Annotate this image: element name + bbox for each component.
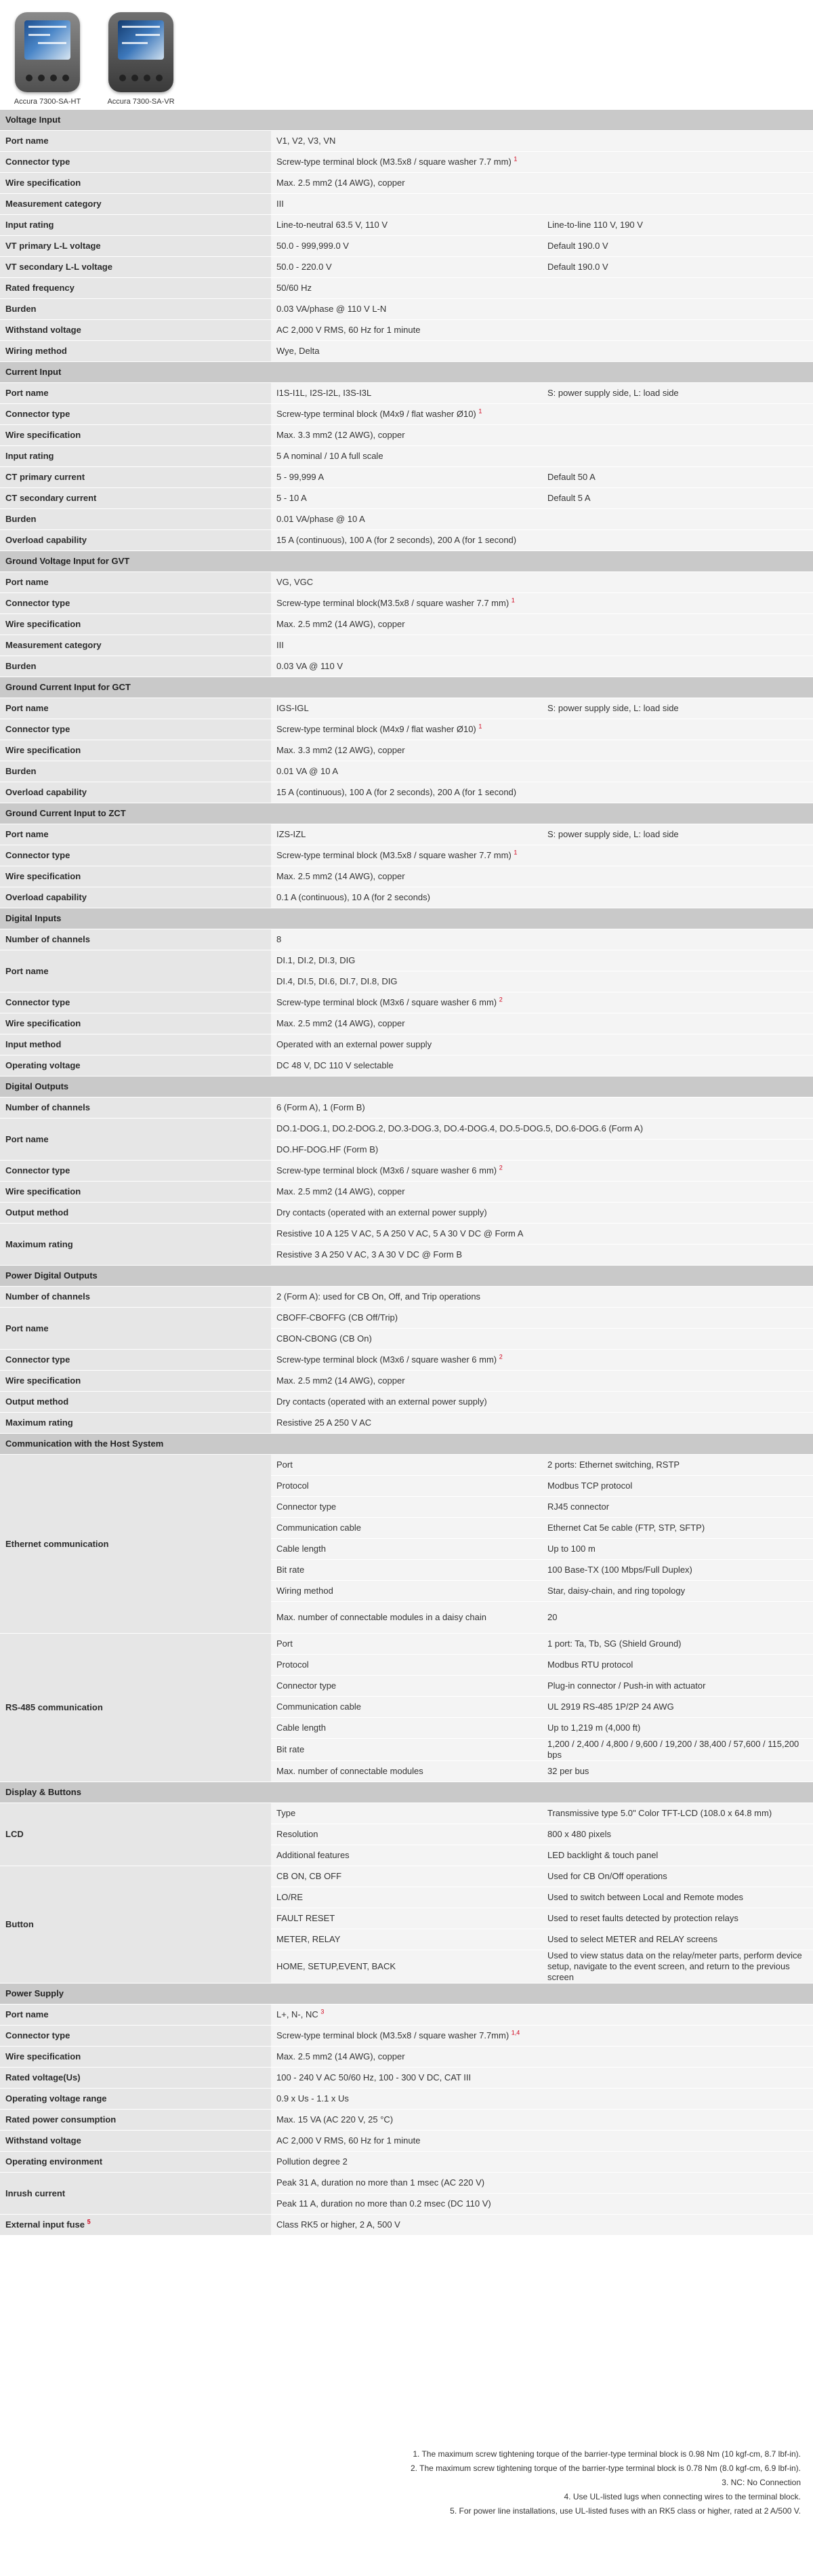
- spec-value: 50/60 Hz: [271, 278, 813, 299]
- spec-value: RJ45 connector: [542, 1497, 813, 1518]
- spec-row: [0, 614, 813, 635]
- spec-row: [0, 719, 813, 740]
- spec-value: Default 190.0 V: [542, 257, 813, 278]
- spec-value: Used for CB On/Off operations: [542, 1866, 813, 1887]
- spec-label: Port name: [0, 2005, 271, 2026]
- spec-sublabel: Protocol: [271, 1476, 542, 1497]
- spec-value: Used to select METER and RELAY screens: [542, 1929, 813, 1950]
- spec-row: [0, 1287, 813, 1308]
- spec-value: Max. 2.5 mm2 (14 AWG), copper: [271, 173, 813, 194]
- footnote-ref: 1: [478, 723, 482, 730]
- spec-row: [0, 1182, 813, 1203]
- spec-value: Transmissive type 5.0" Color TFT-LCD (108.0 x 64.8 mm): [542, 1803, 813, 1824]
- spec-label: Input rating: [0, 446, 271, 467]
- spec-value: 2 ports: Ethernet switching, RSTP: [542, 1455, 813, 1476]
- product-caption: Accura 7300-SA-VR: [107, 98, 175, 106]
- spec-label: Port name: [0, 824, 271, 845]
- spec-sublabel: Connector type: [271, 1497, 542, 1518]
- spec-row: [0, 383, 813, 404]
- spec-label: Input rating: [0, 215, 271, 236]
- section-row: [0, 110, 813, 131]
- spec-row: [0, 824, 813, 845]
- spec-value: Peak 31 A, duration no more than 1 msec (AC 220 V): [271, 2173, 813, 2194]
- spec-label: Number of channels: [0, 1287, 271, 1308]
- spec-value: Pollution degree 2: [271, 2152, 813, 2173]
- spec-label: Wire specification: [0, 1182, 271, 1203]
- spec-sublabel: Communication cable: [271, 1697, 542, 1718]
- spec-value: Dry contacts (operated with an external power supply): [271, 1392, 813, 1413]
- section-title: Digital Inputs: [0, 908, 813, 929]
- spec-value: Up to 100 m: [542, 1539, 813, 1560]
- spec-sublabel: Max. number of connectable modules in a daisy chain: [271, 1602, 542, 1634]
- spec-row: [0, 1098, 813, 1119]
- spec-row: [0, 467, 813, 488]
- footnote-ref: 2: [499, 1164, 503, 1171]
- spec-label: Connector type: [0, 1161, 271, 1182]
- spec-label: Withstand voltage: [0, 320, 271, 341]
- spec-label: External input fuse $^5$: [0, 2215, 271, 2236]
- footnote-item: 4. Use UL-listed lugs when connecting wires to the terminal block.: [564, 2492, 801, 2501]
- spec-label: Connector type: [0, 2026, 271, 2047]
- spec-row: [0, 2173, 813, 2194]
- spec-value: UL 2919 RS-485 1P/2P 24 AWG: [542, 1697, 813, 1718]
- spec-row: [0, 2131, 813, 2152]
- spec-value: V1, V2, V3, VN: [271, 131, 813, 152]
- spec-value: Dry contacts (operated with an external power supply): [271, 1203, 813, 1224]
- spec-row: [0, 2068, 813, 2089]
- spec-sublabel: Additional features: [271, 1845, 542, 1866]
- spec-value: Screw-type terminal block (M3.5x8 / square washer 7.7 mm) $^1$: [271, 845, 813, 866]
- spec-value: 20: [542, 1602, 813, 1634]
- spec-label: Port name: [0, 1119, 271, 1161]
- spec-value: 32 per bus: [542, 1761, 813, 1782]
- footnote-ref: 1: [514, 849, 518, 856]
- spec-row: [0, 1055, 813, 1076]
- spec-value: 0.03 VA @ 110 V: [271, 656, 813, 677]
- spec-label: Wire specification: [0, 740, 271, 761]
- spec-value: AC 2,000 V RMS, 60 Hz for 1 minute: [271, 320, 813, 341]
- spec-row: [0, 656, 813, 677]
- spec-value: 5 - 10 A: [271, 488, 542, 509]
- spec-value: Screw-type terminal block(M3.5x8 / square washer 7.7 mm) $^1$: [271, 593, 813, 614]
- spec-value: Max. 2.5 mm2 (14 AWG), copper: [271, 1182, 813, 1203]
- spec-row: [0, 761, 813, 782]
- spec-value: Default 50 A: [542, 467, 813, 488]
- spec-value: 15 A (continuous), 100 A (for 2 seconds), 200 A (for 1 second): [271, 782, 813, 803]
- spec-row: [0, 1634, 813, 1655]
- spec-label: Maximum rating: [0, 1224, 271, 1266]
- spec-label: Input method: [0, 1034, 271, 1055]
- section-title: Ground Current Input for GCT: [0, 677, 813, 698]
- spec-row: [0, 1350, 813, 1371]
- spec-value: Screw-type terminal block (M3x6 / square washer 6 mm) $^2$: [271, 1350, 813, 1371]
- spec-row: [0, 887, 813, 908]
- spec-value: I1S-I1L, I2S-I2L, I3S-I3L: [271, 383, 542, 404]
- spec-label: Maximum rating: [0, 1413, 271, 1434]
- spec-value: Screw-type terminal block (M4x9 / flat washer Ø10) $^1$: [271, 404, 813, 425]
- spec-value: 100 - 240 V AC 50/60 Hz, 100 - 300 V DC, CAT III: [271, 2068, 813, 2089]
- spec-label: CT primary current: [0, 467, 271, 488]
- spec-row: [0, 782, 813, 803]
- spec-sublabel: FAULT RESET: [271, 1908, 542, 1929]
- spec-row: [0, 992, 813, 1013]
- spec-value: Max. 2.5 mm2 (14 AWG), copper: [271, 614, 813, 635]
- spec-sublabel: Cable length: [271, 1539, 542, 1560]
- spec-row: [0, 299, 813, 320]
- device-screen: [24, 20, 70, 60]
- spec-value: 6 (Form A), 1 (Form B): [271, 1098, 813, 1119]
- section-row: [0, 908, 813, 929]
- spec-group-label: Ethernet communication: [0, 1455, 271, 1634]
- spec-row: [0, 1013, 813, 1034]
- spec-row: [0, 131, 813, 152]
- spec-sublabel: Bit rate: [271, 1560, 542, 1581]
- spec-row: [0, 1803, 813, 1824]
- spec-row: [0, 572, 813, 593]
- spec-value: 0.01 VA @ 10 A: [271, 761, 813, 782]
- spec-value: Resistive 10 A 125 V AC, 5 A 250 V AC, 5 A 30 V DC @ Form A: [271, 1224, 813, 1245]
- spec-value: Operated with an external power supply: [271, 1034, 813, 1055]
- spec-row: [0, 1034, 813, 1055]
- spec-label: Connector type: [0, 719, 271, 740]
- spec-label: Inrush current: [0, 2173, 271, 2215]
- spec-label: Number of channels: [0, 929, 271, 950]
- spec-row: [0, 1371, 813, 1392]
- spec-value: Screw-type terminal block (M3x6 / square washer 6 mm) $^2$: [271, 1161, 813, 1182]
- spec-value: 1,200 / 2,400 / 4,800 / 9,600 / 19,200 / 38,400 / 57,600 / 115,200 bps: [542, 1739, 813, 1761]
- spec-label: Wire specification: [0, 425, 271, 446]
- spec-label: VT primary L-L voltage: [0, 236, 271, 257]
- device-image-ht: [15, 12, 80, 92]
- spec-value: 15 A (continuous), 100 A (for 2 seconds), 200 A (for 1 second): [271, 530, 813, 551]
- spec-sublabel: LO/RE: [271, 1887, 542, 1908]
- spec-sublabel: Communication cable: [271, 1518, 542, 1539]
- spec-value: 2 (Form A): used for CB On, Off, and Trip operations: [271, 1287, 813, 1308]
- spec-value: DC 48 V, DC 110 V selectable: [271, 1055, 813, 1076]
- spec-table: [0, 110, 813, 2236]
- spec-row: [0, 509, 813, 530]
- spec-label: Wire specification: [0, 866, 271, 887]
- spec-row: [0, 257, 813, 278]
- footnote-item: 3. NC: No Connection: [722, 2478, 801, 2487]
- spec-value: IGS-IGL: [271, 698, 542, 719]
- spec-sublabel: Type: [271, 1803, 542, 1824]
- device-screen: [118, 20, 164, 60]
- spec-group-label: RS-485 communication: [0, 1634, 271, 1782]
- section-title: Power Digital Outputs: [0, 1266, 813, 1287]
- spec-row: [0, 320, 813, 341]
- footnotes: [0, 2447, 801, 2518]
- spec-sublabel: Port: [271, 1634, 542, 1655]
- device-buttons: [119, 75, 163, 83]
- spec-value: Screw-type terminal block (M3.5x8 / square washer 7.7 mm) $^1$: [271, 152, 813, 173]
- section-title: Current Input: [0, 362, 813, 383]
- spec-row: [0, 2089, 813, 2110]
- spec-row: [0, 866, 813, 887]
- spec-label: Overload capability: [0, 782, 271, 803]
- spec-label: CT secondary current: [0, 488, 271, 509]
- footnote-item: 2. The maximum screw tightening torque of the barrier-type terminal block is 0.78 Nm (8.0 kgf-cm, 6.9 lbf-in).: [410, 2463, 801, 2473]
- spec-value: Line-to-line 110 V, 190 V: [542, 215, 813, 236]
- spec-value: 800 x 480 pixels: [542, 1824, 813, 1845]
- footnote-item: 5. For power line installations, use UL-listed fuses with an RK5 class or higher, rated at 2 A/500 V.: [450, 2506, 801, 2516]
- spec-row: [0, 2005, 813, 2026]
- spec-label: Port name: [0, 698, 271, 719]
- device-image-vr: [108, 12, 173, 92]
- spec-label: Rated voltage(Us): [0, 2068, 271, 2089]
- spec-value: Max. 3.3 mm2 (12 AWG), copper: [271, 425, 813, 446]
- spec-label: Wire specification: [0, 1371, 271, 1392]
- section-title: Voltage Input: [0, 110, 813, 131]
- spec-row: [0, 1119, 813, 1140]
- spec-row: [0, 446, 813, 467]
- spec-value: Resistive 3 A 250 V AC, 3 A 30 V DC @ Form B: [271, 1245, 813, 1266]
- spec-value: Screw-type terminal block (M3x6 / square washer 6 mm) $^2$: [271, 992, 813, 1013]
- spec-row: [0, 635, 813, 656]
- section-title: Digital Outputs: [0, 1076, 813, 1098]
- section-row: [0, 803, 813, 824]
- spec-sublabel: Bit rate: [271, 1739, 542, 1761]
- spec-label: Burden: [0, 509, 271, 530]
- spec-row: [0, 1866, 813, 1887]
- spec-row: [0, 236, 813, 257]
- spec-value: Max. 2.5 mm2 (14 AWG), copper: [271, 1371, 813, 1392]
- spec-row: [0, 2047, 813, 2068]
- spec-value: DI.1, DI.2, DI.3, DIG: [271, 950, 813, 971]
- spec-row: [0, 929, 813, 950]
- section-row: [0, 1782, 813, 1803]
- spec-row: [0, 845, 813, 866]
- spec-row: [0, 404, 813, 425]
- spec-row: [0, 698, 813, 719]
- section-row: [0, 1434, 813, 1455]
- spec-row: [0, 1161, 813, 1182]
- spec-value: S: power supply side, L: load side: [542, 698, 813, 719]
- spec-label: Operating environment: [0, 2152, 271, 2173]
- spec-row: [0, 2026, 813, 2047]
- spec-row: [0, 530, 813, 551]
- spec-row: [0, 152, 813, 173]
- spec-value: VG, VGC: [271, 572, 813, 593]
- spec-label: Connector type: [0, 992, 271, 1013]
- spec-label: Wire specification: [0, 614, 271, 635]
- section-row: [0, 1984, 813, 2005]
- spec-value: Modbus TCP protocol: [542, 1476, 813, 1497]
- spec-row: [0, 1392, 813, 1413]
- spec-value: Class RK5 or higher, 2 A, 500 V: [271, 2215, 813, 2236]
- spec-value: S: power supply side, L: load side: [542, 383, 813, 404]
- spec-value: Max. 2.5 mm2 (14 AWG), copper: [271, 2047, 813, 2068]
- spec-value: III: [271, 635, 813, 656]
- spec-label: Connector type: [0, 845, 271, 866]
- spec-value: LED backlight & touch panel: [542, 1845, 813, 1866]
- footnote-ref: 1: [478, 407, 482, 415]
- footnote-ref: 3: [320, 2008, 325, 2015]
- spec-sublabel: Resolution: [271, 1824, 542, 1845]
- section-row: [0, 1076, 813, 1098]
- spec-value: 50.0 - 999,999.0 V: [271, 236, 542, 257]
- spec-value: Screw-type terminal block (M4x9 / flat washer Ø10) $^1$: [271, 719, 813, 740]
- spec-value: Screw-type terminal block (M3.5x8 / square washer 7.7mm) $^{1,4}$: [271, 2026, 813, 2047]
- spec-label: Port name: [0, 383, 271, 404]
- spec-row: [0, 1413, 813, 1434]
- spec-value: DO.HF-DOG.HF (Form B): [271, 1140, 813, 1161]
- spec-label: Withstand voltage: [0, 2131, 271, 2152]
- spec-value: Default 5 A: [542, 488, 813, 509]
- spec-value: Max. 2.5 mm2 (14 AWG), copper: [271, 866, 813, 887]
- spec-label: Number of channels: [0, 1098, 271, 1119]
- spec-row: [0, 278, 813, 299]
- spec-group-label: LCD: [0, 1803, 271, 1866]
- spec-label: Overload capability: [0, 887, 271, 908]
- spec-label: Connector type: [0, 593, 271, 614]
- section-title: Ground Voltage Input for GVT: [0, 551, 813, 572]
- product-caption: Accura 7300-SA-HT: [14, 98, 81, 106]
- spec-value: 0.01 VA/phase @ 10 A: [271, 509, 813, 530]
- spec-label: Connector type: [0, 1350, 271, 1371]
- spec-label: Measurement category: [0, 635, 271, 656]
- spec-label: Output method: [0, 1392, 271, 1413]
- spec-row: [0, 950, 813, 971]
- section-title: Display & Buttons: [0, 1782, 813, 1803]
- spec-label: Port name: [0, 572, 271, 593]
- spec-sublabel: Port: [271, 1455, 542, 1476]
- footnote-ref: 2: [499, 1353, 503, 1361]
- footnote-ref: 1,4: [511, 2029, 520, 2036]
- section-row: [0, 677, 813, 698]
- section-title: Power Supply: [0, 1984, 813, 2005]
- spec-label: Measurement category: [0, 194, 271, 215]
- spec-value: Default 190.0 V: [542, 236, 813, 257]
- spec-value: Max. 3.3 mm2 (12 AWG), copper: [271, 740, 813, 761]
- section-title: Ground Current Input to ZCT: [0, 803, 813, 824]
- spec-value: 100 Base-TX (100 Mbps/Full Duplex): [542, 1560, 813, 1581]
- spec-row: [0, 425, 813, 446]
- section-row: [0, 551, 813, 572]
- spec-sublabel: Cable length: [271, 1718, 542, 1739]
- spec-row: [0, 740, 813, 761]
- device-buttons: [26, 75, 69, 83]
- spec-row: [0, 2110, 813, 2131]
- spec-label: Wire specification: [0, 173, 271, 194]
- spec-group-label: Button: [0, 1866, 271, 1984]
- section-row: [0, 362, 813, 383]
- footnote-ref: 2: [499, 996, 503, 1003]
- spec-sublabel: Connector type: [271, 1676, 542, 1697]
- spec-value: Line-to-neutral 63.5 V, 110 V: [271, 215, 542, 236]
- spec-label: Burden: [0, 656, 271, 677]
- spec-value: 50.0 - 220.0 V: [271, 257, 542, 278]
- spec-label: Port name: [0, 131, 271, 152]
- spec-row: [0, 2215, 813, 2236]
- footnote-ref: 1: [514, 155, 518, 163]
- spec-label: Output method: [0, 1203, 271, 1224]
- section-row: [0, 1266, 813, 1287]
- spec-label: Connector type: [0, 404, 271, 425]
- spec-value: Peak 11 A, duration no more than 0.2 msec (DC 110 V): [271, 2194, 813, 2215]
- spec-value: Max. 2.5 mm2 (14 AWG), copper: [271, 1013, 813, 1034]
- spec-value: DI.4, DI.5, DI.6, DI.7, DI.8, DIG: [271, 971, 813, 992]
- spec-label: VT secondary L-L voltage: [0, 257, 271, 278]
- spec-row: [0, 488, 813, 509]
- spec-value: 1 port: Ta, Tb, SG (Shield Ground): [542, 1634, 813, 1655]
- footnote-item: 1. The maximum screw tightening torque of the barrier-type terminal block is 0.98 Nm (10 kgf-cm, 8.7 lbf-in).: [413, 2449, 801, 2459]
- spec-value: 5 - 99,999 A: [271, 467, 542, 488]
- spec-value: 8: [271, 929, 813, 950]
- spec-value: Plug-in connector / Push-in with actuator: [542, 1676, 813, 1697]
- spec-label: Burden: [0, 299, 271, 320]
- spec-sublabel: HOME, SETUP,EVENT, BACK: [271, 1950, 542, 1984]
- spec-value: Used to switch between Local and Remote modes: [542, 1887, 813, 1908]
- spec-label: Rated frequency: [0, 278, 271, 299]
- footnote-ref: 5: [87, 2218, 91, 2226]
- spec-row: [0, 173, 813, 194]
- spec-label: Wire specification: [0, 1013, 271, 1034]
- spec-label: Wire specification: [0, 2047, 271, 2068]
- spec-value: Used to reset faults detected by protection relays: [542, 1908, 813, 1929]
- spec-sublabel: Wiring method: [271, 1581, 542, 1602]
- spec-label: Port name: [0, 1308, 271, 1350]
- spec-value: Wye, Delta: [271, 341, 813, 362]
- spec-label: Operating voltage: [0, 1055, 271, 1076]
- spec-row: [0, 215, 813, 236]
- spec-row: [0, 1308, 813, 1329]
- spec-value: Resistive 25 A 250 V AC: [271, 1413, 813, 1434]
- spec-value: 5 A nominal / 10 A full scale: [271, 446, 813, 467]
- spec-label: Port name: [0, 950, 271, 992]
- spec-value: 0.03 VA/phase @ 110 V L-N: [271, 299, 813, 320]
- spec-label: Connector type: [0, 152, 271, 173]
- spec-value: Used to view status data on the relay/meter parts, perform device setup, navigate to the event screen, and return to the previous screen: [542, 1950, 813, 1984]
- spec-label: Overload capability: [0, 530, 271, 551]
- spec-sublabel: Max. number of connectable modules: [271, 1761, 542, 1782]
- spec-row: [0, 1455, 813, 1476]
- spec-value: Modbus RTU protocol: [542, 1655, 813, 1676]
- spec-sublabel: METER, RELAY: [271, 1929, 542, 1950]
- spec-value: Max. 15 VA (AC 220 V, 25 °C): [271, 2110, 813, 2131]
- spec-row: [0, 194, 813, 215]
- spec-label: Rated power consumption: [0, 2110, 271, 2131]
- spec-value: S: power supply side, L: load side: [542, 824, 813, 845]
- spec-row: [0, 1203, 813, 1224]
- spec-value: 0.1 A (continuous), 10 A (for 2 seconds): [271, 887, 813, 908]
- spec-value: 0.9 x Us - 1.1 x Us: [271, 2089, 813, 2110]
- spec-value: IZS-IZL: [271, 824, 542, 845]
- spec-label: Burden: [0, 761, 271, 782]
- spec-value: Star, daisy-chain, and ring topology: [542, 1581, 813, 1602]
- spec-value: DO.1-DOG.1, DO.2-DOG.2, DO.3-DOG.3, DO.4-DOG.4, DO.5-DOG.5, DO.6-DOG.6 (Form A): [271, 1119, 813, 1140]
- spec-value: Up to 1,219 m (4,000 ft): [542, 1718, 813, 1739]
- spec-value: L+, N-, NC $^3$: [271, 2005, 813, 2026]
- spec-value: CBOFF-CBOFFG (CB Off/Trip): [271, 1308, 813, 1329]
- spec-sublabel: CB ON, CB OFF: [271, 1866, 542, 1887]
- spec-value: CBON-CBONG (CB On): [271, 1329, 813, 1350]
- spec-value: Ethernet Cat 5e cable (FTP, STP, SFTP): [542, 1518, 813, 1539]
- spec-sublabel: Protocol: [271, 1655, 542, 1676]
- spec-row: [0, 1224, 813, 1245]
- product-header: [0, 0, 813, 110]
- spec-row: [0, 2152, 813, 2173]
- spec-row: [0, 593, 813, 614]
- spec-value: III: [271, 194, 813, 215]
- section-title: Communication with the Host System: [0, 1434, 813, 1455]
- footnote-ref: 1: [511, 597, 515, 604]
- spec-row: [0, 341, 813, 362]
- spec-label: Wiring method: [0, 341, 271, 362]
- spec-value: AC 2,000 V RMS, 60 Hz for 1 minute: [271, 2131, 813, 2152]
- spec-label: Operating voltage range: [0, 2089, 271, 2110]
